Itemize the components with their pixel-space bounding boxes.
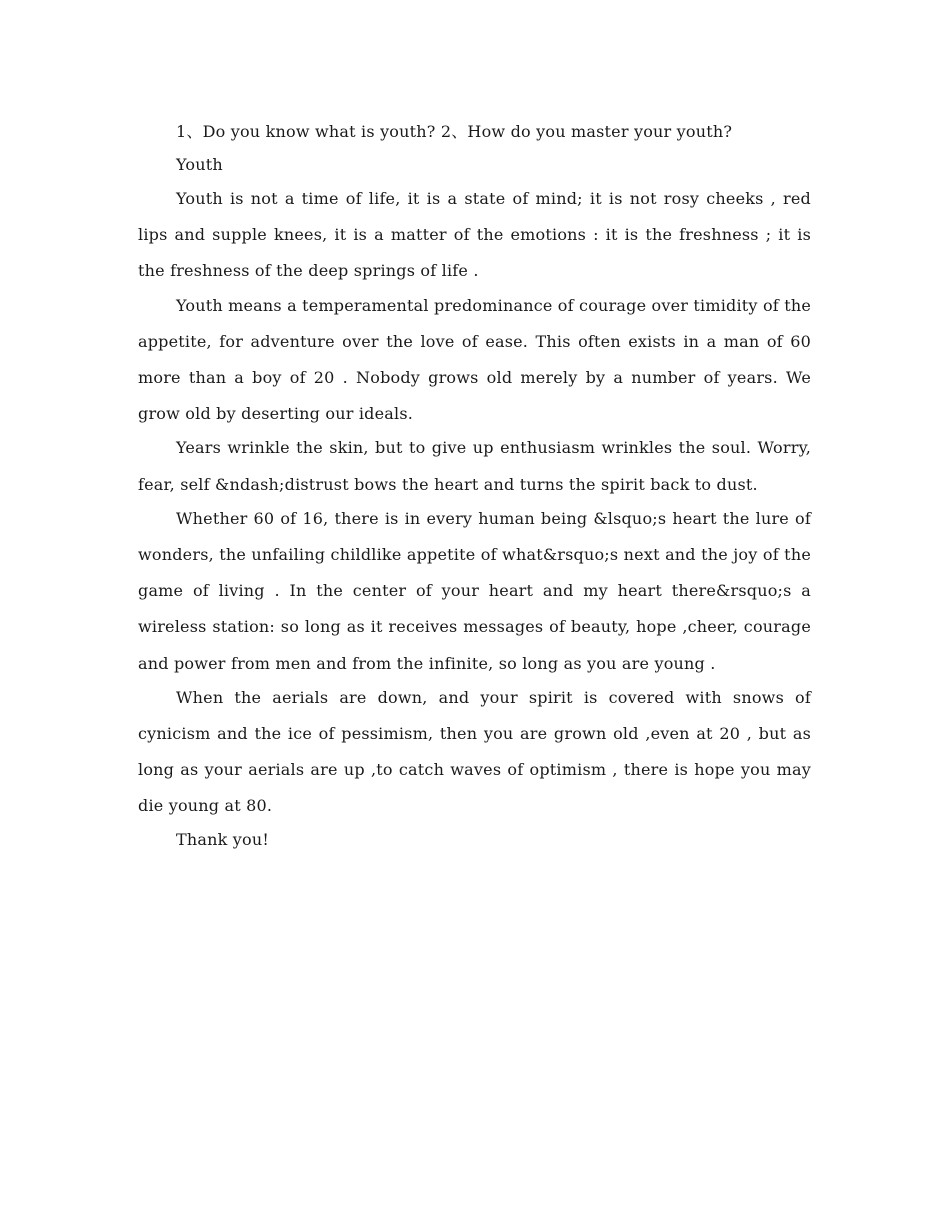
document-page: [138, 115, 811, 856]
closing-line: Thank you!: [176, 829, 270, 849]
paragraph-2: Youth means a temperamental predominance of courage over timidity of the appetite, for adventure over the love of ease. This often exists in a man of 60 more than a boy of 20 . Nobody grows old merely by a number of years. We grow old by deserting our ideals.: [138, 295, 812, 424]
questions-line: 1、Do you know what is youth? 2、How do you master your youth?: [176, 122, 733, 141]
paragraph-4: Whether 60 of 16, there is in every human being &lsquo;s heart the lure of wonders, the unfailing childlike appetite of what&rsquo;s next and the joy of the game of living . In the center of your heart and my heart there&rsquo;s a wireless station: so long as it receives messages of beauty, hope ,cheer, courage and power from men and from the infinite, so long as you are young .: [138, 508, 811, 673]
paragraph-5: When the aerials are down, and your spirit is covered with snows of cynicism and the ice of pessimism, then you are grown old ,even at 20 , but as long as your aerials are up ,to catch waves of optimism , there is hope you may die young at 80.: [138, 687, 811, 816]
paragraph-3: Years wrinkle the skin, but to give up enthusiasm wrinkles the soul. Worry, fear, self &ndash;distrust bows the heart and turns the spirit back to dust.: [138, 438, 811, 494]
document-title: Youth: [176, 155, 223, 174]
paragraph-1: Youth is not a time of life, it is a state of mind; it is not rosy cheeks , red lips and supple knees, it is a matter of the emotions : it is the freshness ; it is the freshness of the deep springs of life .: [138, 189, 811, 281]
